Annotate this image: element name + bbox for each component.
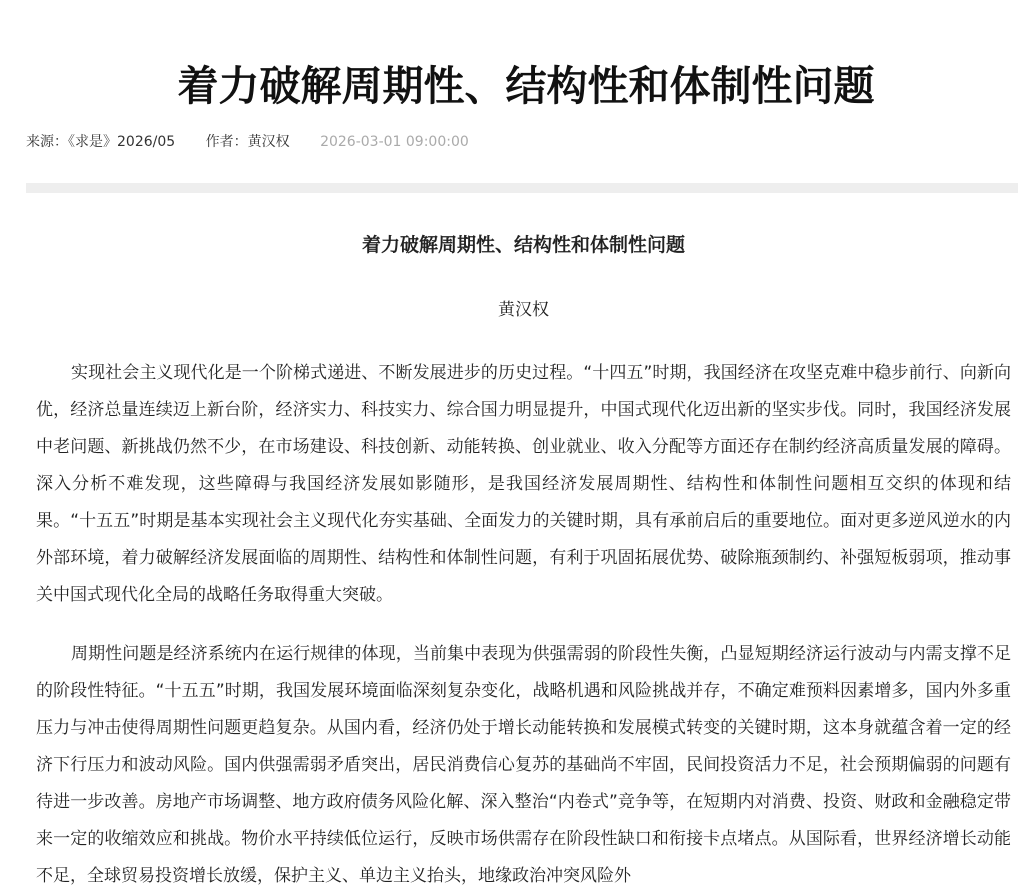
author-label: 作者：黄汉权 xyxy=(205,134,290,150)
article-meta xyxy=(26,132,469,152)
publish-date: 2026-03-01 09:00:00 xyxy=(320,134,469,150)
page-title: 着力破解周期性、结构性和体制性问题 xyxy=(177,62,875,110)
paragraph: 实现社会主义现代化是一个阶梯式递进、不断发展进步的历史过程。“十四五”时期，我国经济在攻坚克难中稳步前行、向新向优，经济总量连续迈上新台阶，经济实力、科技实力、综合国力明显提升，中国式现代化迈出新的坚实步伐。同时，我国经济发展中老问题、新挑战仍然不少，在市场建设、科技创新、动能转换、创业就业、收入分配等方面还存在制约经济高质量发展的障碍。深入分析不难发现，这些障碍与我国经济发展如影随形，是我国经济发展周期性、结构性和体制性问题相互交织的体现和结果。“十五五”时期是基本实现社会主义现代化夯实基础、全面发力的关键时期，具有承前启后的重要地位。面对更多逆风逆水的内外部环境，着力破解经济发展面临的周期性、结构性和体制性问题，有利于巩固拓展优势、破除瓶颈制约、补强短板弱项，推动事关中国式现代化全局的战略任务取得重大突破。 xyxy=(36,363,1011,605)
paragraph: 周期性问题是经济系统内在运行规律的体现，当前集中表现为供强需弱的阶段性失衡，凸显短期经济运行波动与内需支撑不足的阶段性特征。“十五五”时期，我国发展环境面临深刻复杂变化，战略机遇和风险挑战并存，不确定难预料因素增多，国内外多重压力与冲击使得周期性问题更趋复杂。从国内看，经济仍处于增长动能转换和发展模式转变的关键时期，这本身就蕴含着一定的经济下行压力和波动风险。国内供强需弱矛盾突出，居民消费信心复苏的基础尚不牢固，民间投资活力不足，社会预期偏弱的问题有待进一步改善。房地产市场调整、地方政府债务风险化解、深入整治“内卷式”竞争等，在短期内对消费、投资、财政和金融稳定带来一定的收缩效应和挑战。物价水平持续低位运行，反映市场供需存在阶段性缺口和衔接卡点堵点。从国际看，世界经济增长动能不足，全球贸易投资增长放缓，保护主义、单边主义抬头，地缘政治冲突风险外 xyxy=(36,644,1011,886)
article-body xyxy=(36,222,1011,895)
source-label: 来源：《求是》2026/05 xyxy=(26,134,176,150)
article-heading: 着力破解周期性、结构性和体制性问题 xyxy=(361,234,685,256)
article-byline: 黄汉权 xyxy=(498,300,549,320)
section-divider xyxy=(26,183,1018,193)
